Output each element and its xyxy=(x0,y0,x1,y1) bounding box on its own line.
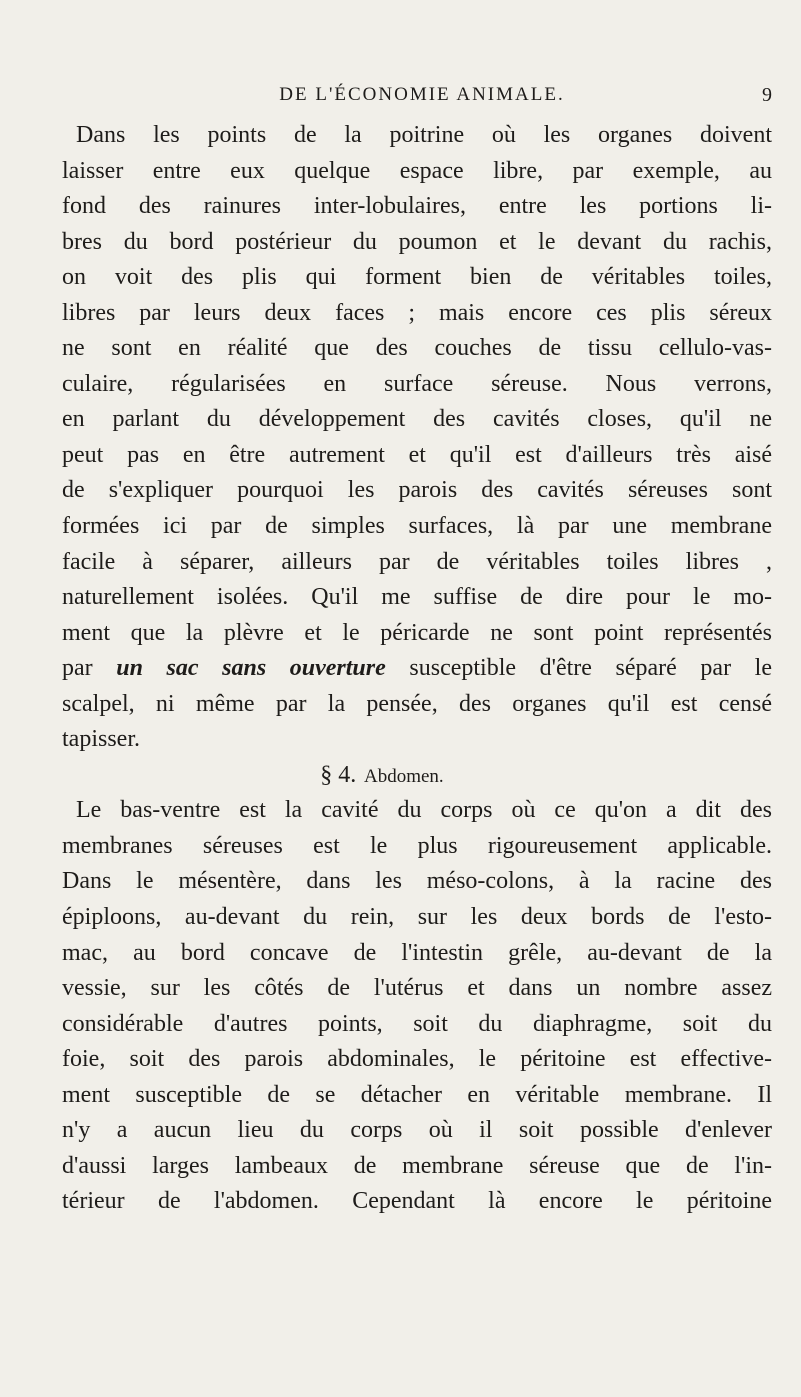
text-line: foie, soit des parois abdominales, le péritoine est effective- xyxy=(62,1046,772,1073)
text-line: fond des rainures inter-lobulaires, entre les portions li- xyxy=(62,193,772,220)
text-line: laisser entre eux quelque espace libre, par exemple, au xyxy=(62,157,772,184)
text-line: Le bas-ventre est la cavité du corps où ce qu'on a dit des xyxy=(76,797,772,824)
text-line: térieur de l'abdomen. Cependant là encore le péritoine xyxy=(62,1188,772,1215)
text-line: Dans les points de la poitrine où les organes doivent xyxy=(76,122,772,148)
text-line: membranes séreuses est le plus rigoureusement applicable. xyxy=(62,832,772,859)
running-title: DE L'ÉCONOMIE ANIMALE. xyxy=(279,84,565,105)
text-line: bres du bord postérieur du poumon et le devant du rachis, xyxy=(62,228,772,255)
text-line: de s'expliquer pourquoi les parois des cavités séreuses sont xyxy=(62,477,772,504)
text-line: tapisser. xyxy=(62,726,140,753)
text-segment: par xyxy=(62,655,117,682)
body-text xyxy=(62,118,772,1220)
text-line: mac, au bord concave de l'intestin grêle, au-devant de la xyxy=(62,939,772,966)
text-segment: susceptible d'être séparé par le xyxy=(385,655,772,682)
text-line: épiploons, au-devant du rein, sur les deux bords de l'esto- xyxy=(62,904,772,931)
text-line-with-italic xyxy=(62,651,772,687)
text-line: ne sont en réalité que des couches de tissu cellulo-vas- xyxy=(62,335,772,362)
text-line: naturellement isolées. Qu'il me suffise de dire pour le mo- xyxy=(62,584,772,611)
text-line: Dans le mésentère, dans les méso-colons, à la racine des xyxy=(62,868,772,895)
running-head xyxy=(62,84,782,114)
italic-phrase: un sac sans ouverture xyxy=(116,655,386,682)
text-line: on voit des plis qui forment bien de véritables toiles, xyxy=(62,264,772,291)
text-line: facile à séparer, ailleurs par de véritables toiles libres , xyxy=(62,548,772,575)
text-line: vessie, sur les côtés de l'utérus et dans un nombre assez xyxy=(62,975,772,1002)
page-number: 9 xyxy=(762,84,772,106)
text-line: en parlant du développement des cavités closes, qu'il ne xyxy=(62,406,772,433)
text-line: d'aussi larges lambeaux de membrane séreuse que de l'in- xyxy=(62,1152,772,1179)
text-line: formées ici par de simples surfaces, là par une membrane xyxy=(62,513,772,540)
text-line: scalpel, ni même par la pensée, des organes qu'il est censé xyxy=(62,690,772,717)
text-line: peut pas en être autrement et qu'il est d'ailleurs très aisé xyxy=(62,441,772,468)
text-line: considérable d'autres points, soit du diaphragme, soit du xyxy=(62,1010,772,1037)
section-heading xyxy=(62,758,772,794)
text-line: ment que la plèvre et le péricarde ne sont point représentés xyxy=(62,619,772,646)
text-line: ment susceptible de se détacher en véritable membrane. Il xyxy=(62,1081,772,1108)
text-line: libres par leurs deux faces ; mais encore ces plis séreux xyxy=(62,299,772,326)
text-line: n'y a aucun lieu du corps où il soit possible d'enlever xyxy=(62,1117,772,1144)
section-title: Abdomen. xyxy=(364,765,444,787)
section-number: § 4. xyxy=(320,761,357,788)
text-line: culaire, régularisées en surface séreuse. Nous verrons, xyxy=(62,370,772,397)
